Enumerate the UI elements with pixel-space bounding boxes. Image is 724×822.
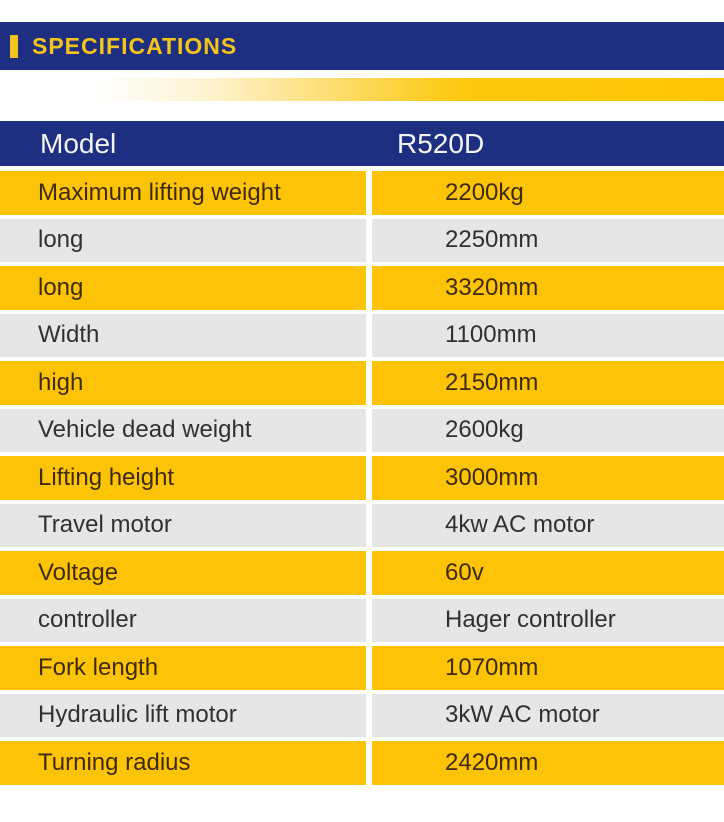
- table-row: [0, 504, 724, 548]
- spec-value: Hager controller: [372, 599, 724, 643]
- title-accent-bar: [10, 35, 18, 58]
- spec-value: 4kw AC motor: [372, 504, 724, 548]
- table-row: [0, 409, 724, 453]
- spec-label: Vehicle dead weight: [0, 409, 366, 453]
- spec-table: [0, 121, 724, 785]
- table-row: [0, 599, 724, 643]
- spec-label: controller: [0, 599, 366, 643]
- spec-label: long: [0, 219, 366, 263]
- spec-value: 3320mm: [372, 266, 724, 310]
- spec-value: 2250mm: [372, 219, 724, 263]
- table-row: [0, 694, 724, 738]
- spec-value: 1070mm: [372, 646, 724, 690]
- table-rows: [0, 171, 724, 785]
- spec-value: 1100mm: [372, 314, 724, 358]
- spec-label: Lifting height: [0, 456, 366, 500]
- spec-label: long: [0, 266, 366, 310]
- model-header-label: Model: [40, 127, 117, 159]
- table-row: [0, 361, 724, 405]
- table-row: [0, 219, 724, 263]
- model-header-value: R520D: [397, 127, 485, 159]
- decorative-gradient-stripe: [0, 78, 724, 101]
- spec-label: high: [0, 361, 366, 405]
- table-row: [0, 741, 724, 785]
- section-title-bar: [0, 22, 724, 70]
- spec-value: 2420mm: [372, 741, 724, 785]
- table-row: [0, 266, 724, 310]
- spec-label: Width: [0, 314, 366, 358]
- table-row: [0, 314, 724, 358]
- table-header-row: [0, 121, 724, 166]
- table-row: [0, 171, 724, 215]
- table-row: [0, 551, 724, 595]
- spec-value: 2600kg: [372, 409, 724, 453]
- spec-label: Turning radius: [0, 741, 366, 785]
- spec-value: 2200kg: [372, 171, 724, 215]
- spec-label: Travel motor: [0, 504, 366, 548]
- spec-label: Hydraulic lift motor: [0, 694, 366, 738]
- spec-value: 2150mm: [372, 361, 724, 405]
- spec-value: 3kW AC motor: [372, 694, 724, 738]
- spec-value: 3000mm: [372, 456, 724, 500]
- table-row: [0, 646, 724, 690]
- spec-label: Voltage: [0, 551, 366, 595]
- specifications-page: [0, 22, 724, 822]
- section-title: SPECIFICATIONS: [32, 33, 238, 59]
- spec-label: Maximum lifting weight: [0, 171, 366, 215]
- spec-label: Fork length: [0, 646, 366, 690]
- table-row: [0, 456, 724, 500]
- spec-value: 60v: [372, 551, 724, 595]
